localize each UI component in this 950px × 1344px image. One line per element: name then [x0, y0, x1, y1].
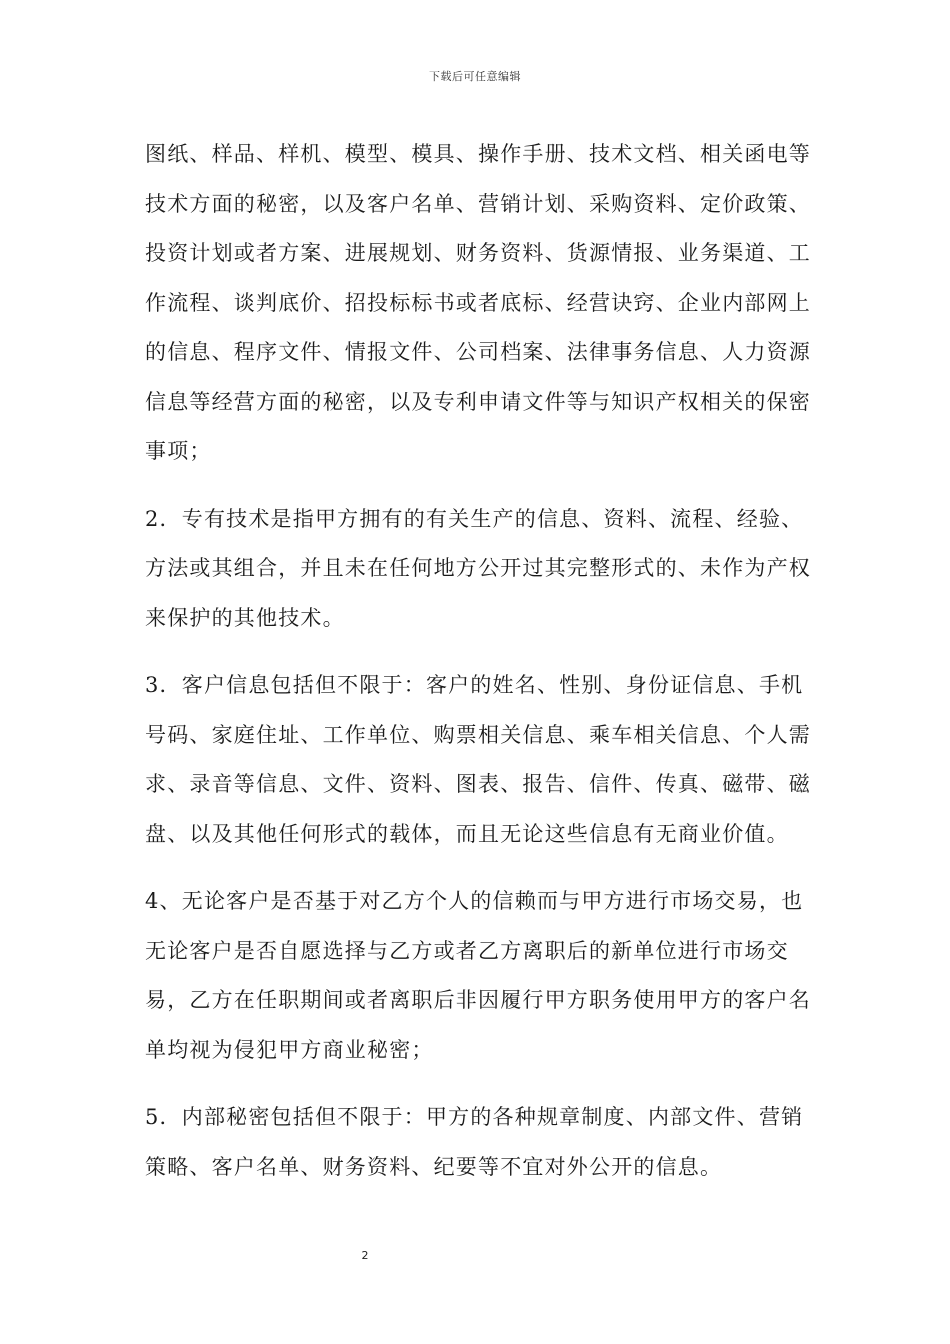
paragraph-secrets-scope: 图纸、样品、样机、模型、模具、操作手册、技术文档、相关函电等技术方面的秘密，以及客户名单、营销计划、采购资料、定价政策、投资计划或者方案、进展规划、财务资料、货源情报、业务渠道、工作流程、谈判底价、招投标标书或者底标、经营诀窍、企业内部网上的信息、程序文件、情报文件、公司档案、法律事务信息、人力资源信息等经营方面的秘密，以及专利申请文件等与知识产权相关的保密事项； — [145, 142, 811, 463]
paragraph-proprietary-technology: 2．专有技术是指甲方拥有的有关生产的信息、资料、流程、经验、方法或其组合，并且未在任何地方公开过其完整形式的、未作为产权来保护的其他技术。 — [145, 506, 811, 630]
page-number: 2 — [361, 1249, 369, 1262]
paragraph-internal-secrets: 5．内部秘密包括但不限于：甲方的各种规章制度、内部文件、营销策略、客户名单、财务资料、纪要等不宜对外公开的信息。 — [145, 1105, 804, 1179]
header-note: 下载后可任意编辑 — [429, 70, 521, 83]
document-body — [145, 130, 815, 1210]
paragraph-customer-information: 3．客户信息包括但不限于：客户的姓名、性别、身份证信息、手机号码、家庭住址、工作单位、购票相关信息、乘车相关信息、个人需求、录音等信息、文件、资料、图表、报告、信件、传真、磁带、磁盘、以及其他任何形式的载体，而且无论这些信息有无商业价值。 — [145, 673, 811, 846]
paragraph-customer-list: 4、无论客户是否基于对乙方个人的信赖而与甲方进行市场交易，也无论客户是否自愿选择与乙方或者乙方离职后的新单位进行市场交易，乙方在任职期间或者离职后非因履行甲方职务使用甲方的客户名单均视为侵犯甲方商业秘密； — [145, 889, 811, 1062]
